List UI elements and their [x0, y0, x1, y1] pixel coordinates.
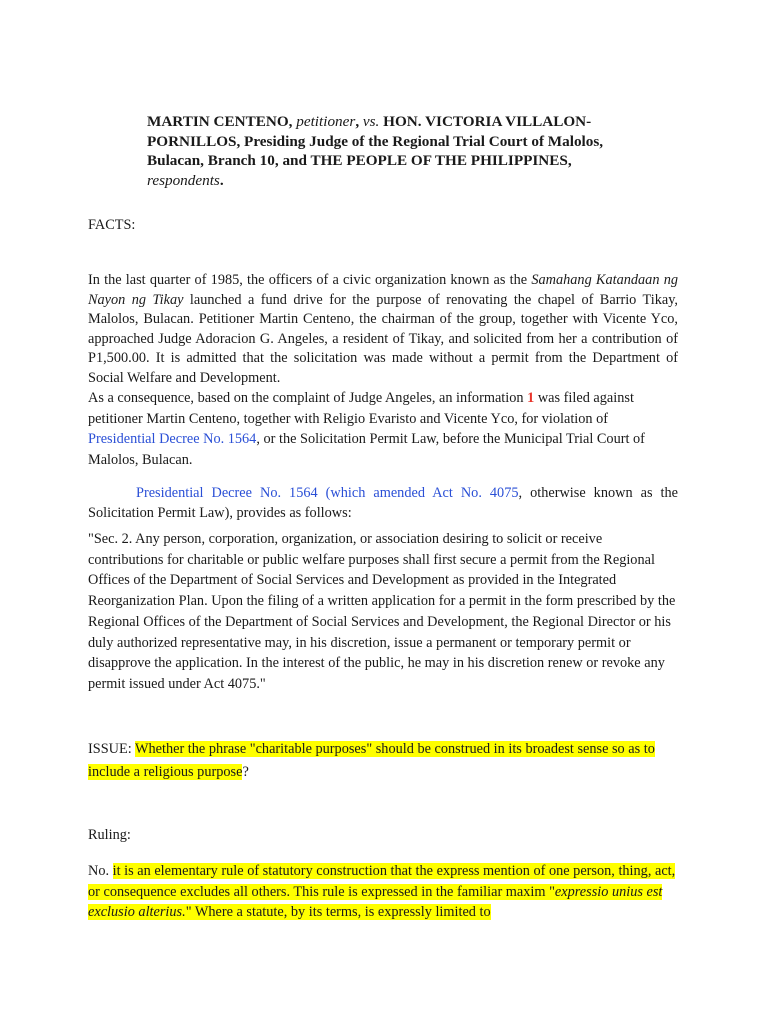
ruling-paragraph: No. it is an elementary rule of statutory construction that the express mention of one person, thing, act, or consequence excludes all others. This rule is expressed in the familiar maxim "expressio unius est exclusio alterius." Where a statute, by its terms, is expressly limited to [88, 863, 676, 921]
ruling-heading: Ruling: [88, 827, 131, 843]
footnote-marker[interactable]: 1 [527, 390, 535, 406]
issue-paragraph: ISSUE: Whether the phrase "charitable purposes" should be construed in its broadest sense so as to include a religious purpose? [88, 741, 655, 780]
respondents-role: respondents [147, 171, 220, 189]
facts-paragraph-1: In the last quarter of 1985, the officers of a civic organization known as the Samahang Katandaan ng Nayon ng Tikay launched a fund drive for the purpose of renovating the chapel of Barrio Tikay, Malolos, Bulacan. Petitioner Martin Centeno, the chairman of the group, together with Vicente Yco, approached Judge Adoracion G. Angeles, a resident of Tikay, and solicited from her a contribution of P1,500.00. It is admitted that the solicitation was made without a permit from the Department of Social Welfare and Development. [88, 272, 678, 386]
issue-highlight: Whether the phrase "charitable purposes" should be construed in its broadest sense so as to include a religious purpose [88, 741, 655, 780]
sec-2-quote: "Sec. 2. Any person, corporation, organization, or association desiring to solicit or receive contributions for charitable or public welfare purposes shall first secure a permit from the Regional Offices of the Department of Social Services and Development as provided in the Integrated Reorganization Plan. Upon the filing of a written application for a permit in the form prescribed by the Regional Offices of the Department of Social Services and Development, the Regional Director or his duly authorized representative may, in his discretion, issue a permanent or temporary permit or disapprove the application. In the interest of the public, he may in his discretion renew or revoke any permit issued under Act 4075." [88, 531, 676, 692]
petitioner-name: MARTIN CENTENO [147, 113, 289, 130]
ruling-highlight: it is an elementary rule of statutory construction that the express mention of one person, thing, act, or consequence excludes all others. This rule is expressed in the familiar maxim "expressio unius est exclusio alterius." Where a statute, by its terms, is expressly limited to [88, 863, 676, 921]
facts-paragraph-2: As a consequence, based on the complaint of Judge Angeles, an information 1 was filed against petitioner Martin Centeno, together with Religio Evaristo and Vicente Yco, for violation of Presidential Decree No. 1564, or the Solicitation Permit Law, before the Municipal Trial Court of Malolos, Bulacan. [88, 390, 645, 469]
pd-1564-act-4075-link[interactable]: Presidential Decree No. 1564 (which amended Act No. 4075 [136, 485, 519, 501]
case-title: MARTIN CENTENO, petitioner, vs. HON. VICTORIA VILLALON-PORNILLOS, Presiding Judge of the Regional Trial Court of Malolos, Bulacan, Branch 10, and THE PEOPLE OF THE PHILIPPINES, respondents. [147, 113, 604, 189]
respondents: HON. VICTORIA VILLALON-PORNILLOS, Presiding Judge of the Regional Trial Court of Malolos, Bulacan, Branch 10, and THE PEOPLE OF THE PHILIPPINES [147, 113, 604, 169]
versus: vs. [362, 113, 380, 130]
issue-label: ISSUE: [88, 741, 136, 757]
facts-paragraph-3: Presidential Decree No. 1564 (which amended Act No. 4075, otherwise known as the Solicitation Permit Law), provides as follows: [88, 485, 678, 521]
petitioner-role: petitioner [296, 113, 356, 130]
pd-1564-link[interactable]: Presidential Decree No. 1564 [88, 431, 257, 448]
organization-name: Samahang Katandaan ng Nayon ng Tikay [88, 272, 678, 308]
facts-heading: FACTS: [88, 217, 136, 233]
latin-maxim: expressio unius est exclusio alterius. [88, 883, 663, 921]
